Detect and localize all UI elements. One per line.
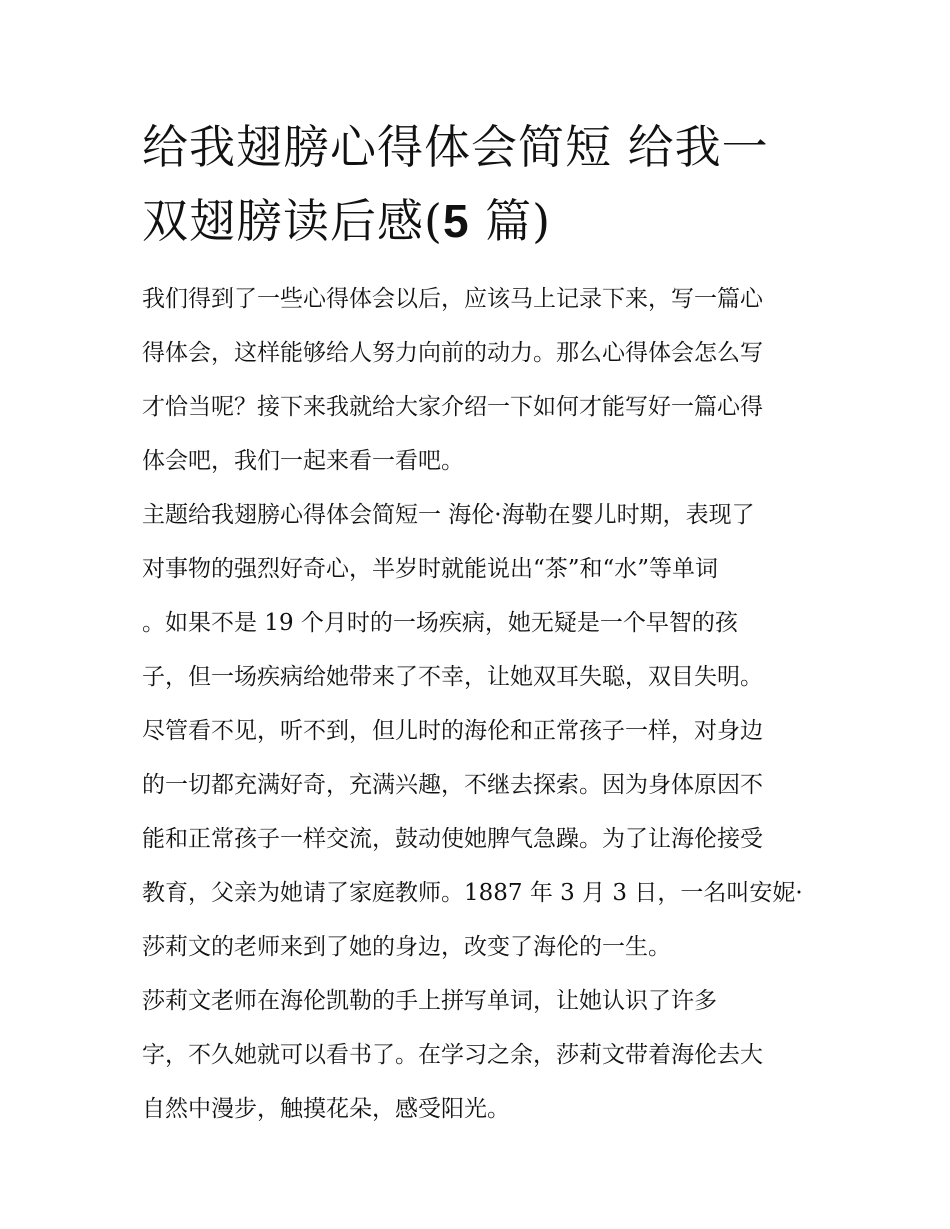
document-body bbox=[142, 272, 822, 1136]
body-line: 才恰当呢？接下来我就给大家介绍一下如何才能写好一篇心得 bbox=[142, 394, 763, 420]
body-line: 对事物的强烈好奇心，半岁时就能说出“茶”和“水”等单词 bbox=[142, 556, 719, 582]
document-title bbox=[142, 110, 822, 258]
title-line-2 bbox=[142, 184, 822, 258]
title-line-2-part-2: 篇) bbox=[469, 194, 552, 248]
body-line: 的一切都充满好奇，充满兴趣，不继去探索。因为身体原因不 bbox=[142, 772, 763, 798]
body-line: 。如果不是 19 个月时的一场疾病，她无疑是一个早智的孩 bbox=[142, 610, 738, 636]
body-line: 得体会，这样能够给人努力向前的动力。那么心得体会怎么写 bbox=[142, 340, 763, 366]
body-line: 字，不久她就可以看书了。在学习之余，莎莉文带着海伦去大 bbox=[142, 1042, 763, 1068]
title-line-2-part-1: 双翅膀读后感( bbox=[142, 194, 443, 248]
document-page bbox=[142, 110, 822, 1136]
body-line: 子，但一场疾病给她带来了不幸，让她双耳失聪，双目失明。 bbox=[142, 664, 763, 690]
body-line: 主题给我翅膀心得体会简短一 海伦·海勒在婴儿时期，表现了 bbox=[142, 502, 755, 528]
body-line: 能和正常孩子一样交流，鼓动使她脾气急躁。为了让海伦接受 bbox=[142, 826, 763, 852]
title-number: 5 bbox=[442, 195, 470, 247]
body-line: 体会吧，我们一起来看一看吧。 bbox=[142, 448, 464, 474]
title-line-1: 给我翅膀心得体会简短 给我一 bbox=[142, 120, 769, 174]
body-line: 教育，父亲为她请了家庭教师。1887 年 3 月 3 日，一名叫安妮· bbox=[142, 880, 803, 906]
body-line: 自然中漫步，触摸花朵，感受阳光。 bbox=[142, 1096, 510, 1122]
body-line: 我们得到了一些心得体会以后，应该马上记录下来，写一篇心 bbox=[142, 286, 763, 312]
body-line: 莎莉文的老师来到了她的身边，改变了海伦的一生。 bbox=[142, 934, 671, 960]
body-line: 尽管看不见，听不到，但儿时的海伦和正常孩子一样，对身边 bbox=[142, 718, 763, 744]
body-line: 莎莉文老师在海伦凯勒的手上拼写单词，让她认识了许多 bbox=[142, 988, 717, 1014]
